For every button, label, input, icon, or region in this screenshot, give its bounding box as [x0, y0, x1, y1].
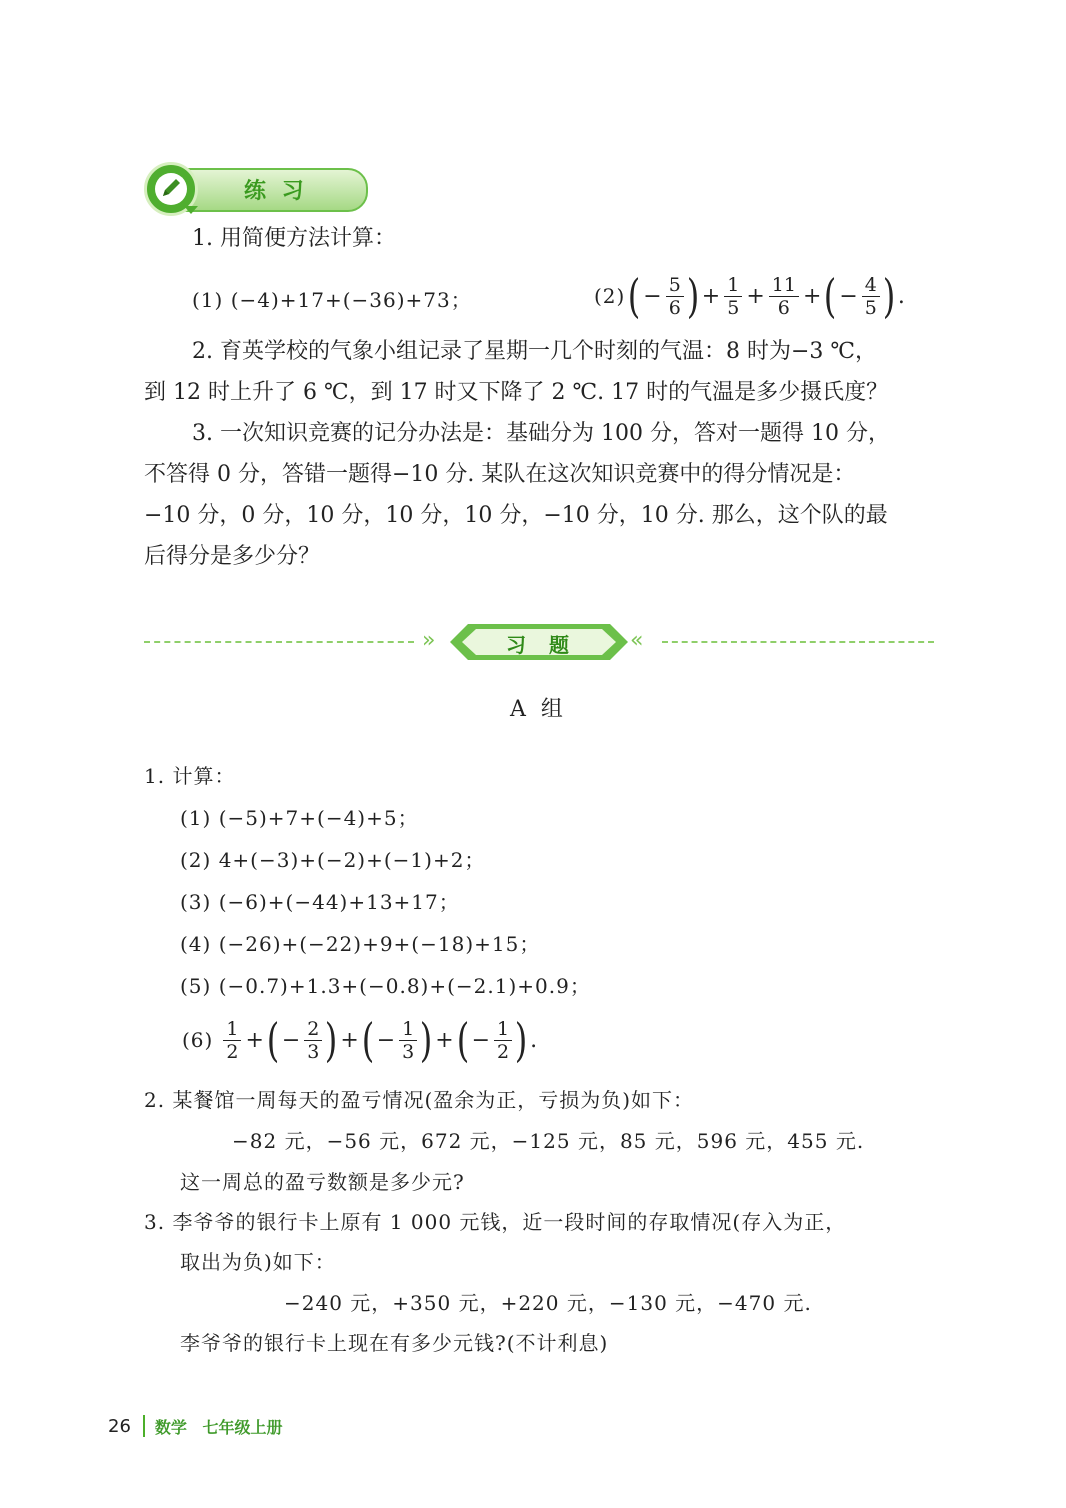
right-paren: ) — [419, 1013, 433, 1067]
exercise-q3-intro-line2: 取出为负)如下： — [180, 1250, 336, 1274]
exercises-divider — [144, 622, 934, 662]
practice-q3-line3: −10 分，0 分，10 分，10 分，10 分，−10 分，10 分. 那么，这个队的最 — [144, 503, 888, 528]
fraction: $\frac{11}{6}$ — [769, 274, 799, 319]
exercise-q1-item-2: (2) 4+(−3)+(−2)+(−1)+2； — [180, 848, 486, 872]
fraction: $\frac{4}{5}$ — [862, 274, 880, 319]
double-chevron-right-icon: » — [422, 628, 436, 653]
right-paren: ) — [514, 1013, 528, 1067]
right-paren: ) — [686, 269, 700, 323]
practice-q1-part2: (2) ( − $\frac{5}{6}$ ) + $\frac{1}{5}$ + $\frac{11}{6}$ + ( − $\frac{4}{5}$ ) . — [594, 269, 905, 323]
exercise-q1-item-4: (4) (−26)+(−22)+9+(−18)+15； — [180, 932, 541, 956]
divider-line-right — [662, 641, 934, 643]
book-title: 数学 七年级上册 — [154, 1417, 283, 1437]
exercise-q3-intro-line1: 3. 李爷爷的银行卡上原有 1 000 元钱，近一段时间的存取情况(存入为正， — [144, 1210, 847, 1234]
left-paren: ( — [266, 1013, 280, 1067]
page-number: 26 — [108, 1415, 131, 1437]
left-paren: ( — [824, 269, 837, 323]
group-heading: A 组 — [510, 697, 567, 722]
page-footer — [108, 1412, 282, 1440]
left-paren: ( — [456, 1013, 469, 1067]
exercise-q1-item-6-label: (6) — [182, 1028, 214, 1052]
fraction: $\frac{1}{5}$ — [724, 274, 742, 319]
exercise-q1-item-6: (6) $\frac{1}{2}$ + ( − $\frac{2}{3}$ ) + ( − $\frac{1}{3}$ ) + ( − $\frac{1}{2}$ ) . — [182, 1013, 538, 1067]
practice-q3-line1: 3. 一次知识竞赛的记分办法是：基础分为 100 分，答对一题得 10 分， — [192, 421, 890, 446]
exercise-q2-intro: 2. 某餐馆一周每天的盈亏情况(盈余为正，亏损为负)如下： — [144, 1088, 695, 1112]
practice-q1-intro: 1. 用简便方法计算： — [192, 226, 396, 251]
exercise-q2-values: −82 元，−56 元，672 元，−125 元，85 元，596 元，455 元. — [232, 1129, 865, 1153]
exercise-q1-item-3: (3) (−6)+(−44)+13+17； — [180, 890, 460, 914]
fraction: $\frac{2}{3}$ — [304, 1018, 322, 1063]
left-paren: ( — [628, 269, 641, 323]
divider-line-left — [144, 641, 414, 643]
practice-q3-line2: 不答得 0 分，答错一题得−10 分. 某队在这次知识竞赛中的得分情况是： — [144, 462, 856, 487]
fraction: $\frac{1}{2}$ — [494, 1018, 512, 1063]
exercise-q3-values: −240 元，+350 元，+220 元，−130 元，−470 元. — [284, 1291, 812, 1315]
fraction: $\frac{1}{2}$ — [223, 1018, 241, 1063]
right-paren: ) — [882, 269, 896, 323]
practice-q2-line1: 2. 育英学校的气象小组记录了星期一几个时刻的气温：8 时为−3 ℃， — [192, 339, 878, 364]
practice-banner — [144, 164, 366, 214]
practice-title: 练 习 — [244, 179, 308, 204]
exercise-q1-item-1: (1) (−5)+7+(−4)+5； — [180, 806, 419, 830]
footer-divider — [143, 1415, 145, 1437]
fraction: $\frac{5}{6}$ — [666, 274, 684, 319]
exercise-q2-question: 这一周总的盈亏数额是多少元? — [180, 1170, 465, 1194]
practice-q1-part2-label: (2) — [594, 284, 626, 308]
left-paren: ( — [361, 1013, 375, 1067]
exercise-q3-question: 李爷爷的银行卡上现在有多少元钱?(不计利息) — [180, 1331, 609, 1355]
practice-q2-line2: 到 12 时上升了 6 ℃，到 17 时又下降了 2 ℃. 17 时的气温是多少摄氏度？ — [144, 380, 889, 405]
practice-q3-line4: 后得分是多少分？ — [144, 544, 321, 569]
fraction: $\frac{1}{3}$ — [399, 1018, 417, 1063]
exercise-q1-intro: 1. 计算： — [144, 764, 236, 788]
right-paren: ) — [325, 1013, 338, 1067]
double-chevron-left-icon: « — [630, 628, 644, 653]
exercises-title: 习 题 — [506, 633, 577, 657]
practice-q1-part1: (1) (−4)+17+(−36)+73； — [192, 288, 472, 312]
exercise-q1-item-5: (5) (−0.7)+1.3+(−0.8)+(−2.1)+0.9； — [180, 974, 591, 998]
